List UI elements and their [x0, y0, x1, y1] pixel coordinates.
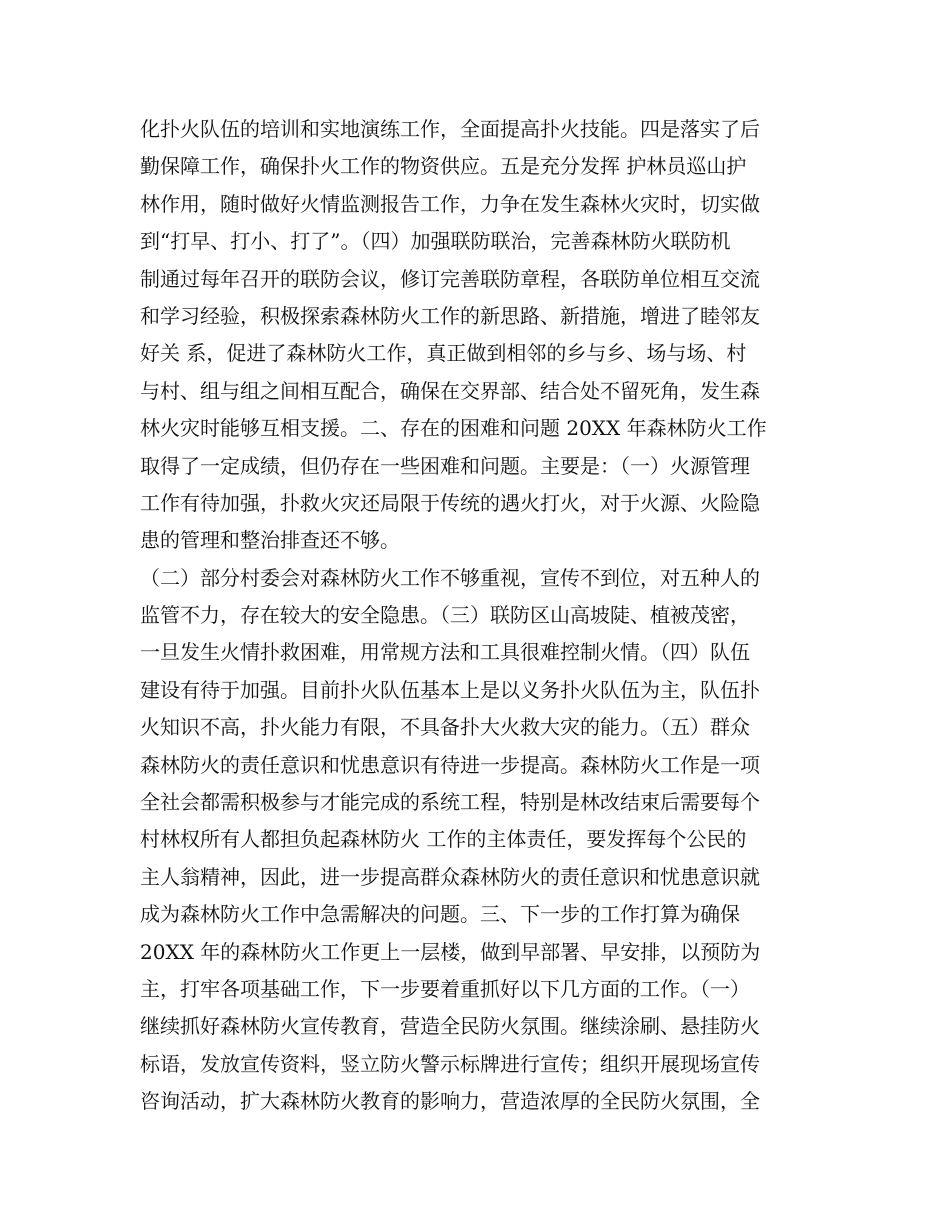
text-line: 患的管理和整治排查还不够。 — [140, 528, 400, 553]
text-line: 制通过每年召开的联防会议，修订完善联防章程，各联防单位相互交流 — [140, 266, 760, 291]
text-line: 林火灾时能够互相支援。二、存在的困难和问题 20XX 年森林防火工作 — [140, 416, 767, 441]
text-line: 全社会都需积极参与才能完成的系统工程，特别是林改结束后需要每个 — [140, 790, 760, 815]
text-line: 继续抓好森林防火宣传教育，营造全民防火氛围。继续涂刷、悬挂防火 — [140, 1014, 760, 1039]
text-line: 成为森林防火工作中急需解决的问题。三、下一步的工作打算为确保 — [140, 902, 740, 927]
text-line: 主人翁精神，因此，进一步提高群众森林防火的责任意识和忧患意识就 — [140, 864, 760, 889]
text-line: 勤保障工作，确保扑火工作的物资供应。五是充分发挥 护林员巡山护 — [140, 154, 747, 179]
text-line: 火知识不高，扑火能力有限，不具备扑大火救大灾的能力。（五）群众 — [140, 715, 750, 740]
text-line: 森林防火的责任意识和忧患意识有待进一步提高。森林防火工作是一项 — [140, 752, 760, 777]
text-line: 监管不力，存在较大的安全隐患。（三）联防区山高坡陡、植被茂密， — [140, 603, 750, 628]
text-line: 建设有待于加强。目前扑火队伍基本上是以义务扑火队伍为主，队伍扑 — [140, 677, 760, 702]
text-line: 取得了一定成绩，但仍存在一些困难和问题。主要是：（一）火源管理 — [140, 453, 750, 478]
text-line: 20XX 年的森林防火工作更上一层楼，做到早部署、早安排，以预防为 — [140, 939, 761, 964]
text-line: 化扑火队伍的培训和实地演练工作，全面提高扑火技能。四是落实了后 — [140, 117, 760, 141]
text-line: 好关 系，促进了森林防火工作，真正做到相邻的乡与乡、场与场、村 — [140, 341, 747, 366]
text-line: 和学习经验，积极探索森林防火工作的新思路、新措施，增进了睦邻友 — [140, 303, 760, 328]
text-line: 工作有待加强，扑救火灾还局限于传统的遇火打火，对于火源、火险隐 — [140, 490, 760, 515]
text-line: （二）部分村委会对森林防火工作不够重视，宣传不到位，对五种人的 — [140, 565, 760, 590]
text-line: 咨询活动，扩大森林防火教育的影响力，营造浓厚的全民防火氛围，全 — [140, 1089, 760, 1114]
text-line: 到“打早、打小、打了”。（四）加强联防联治，完善森林防火联防机 — [140, 229, 731, 254]
text-line: 一旦发生火情扑救困难，用常规方法和工具很难控制火情。（四）队伍 — [140, 640, 750, 665]
text-line: 主，打牢各项基础工作，下一步要着重抓好以下几方面的工作。（一） — [140, 976, 750, 1001]
text-line: 村林权所有人都担负起森林防火 工作的主体责任，要发挥每个公民的 — [140, 827, 747, 852]
text-line: 与村、组与组之间相互配合，确保在交界部、结合处不留死角，发生森 — [140, 378, 760, 403]
text-line: 标语，发放宣传资料，竖立防火警示标牌进行宣传；组织开展现场宣传 — [140, 1051, 760, 1076]
document-body — [140, 111, 815, 1121]
text-line: 林作用，随时做好火情监测报告工作，力争在发生森林火灾时，切实做 — [140, 191, 760, 216]
